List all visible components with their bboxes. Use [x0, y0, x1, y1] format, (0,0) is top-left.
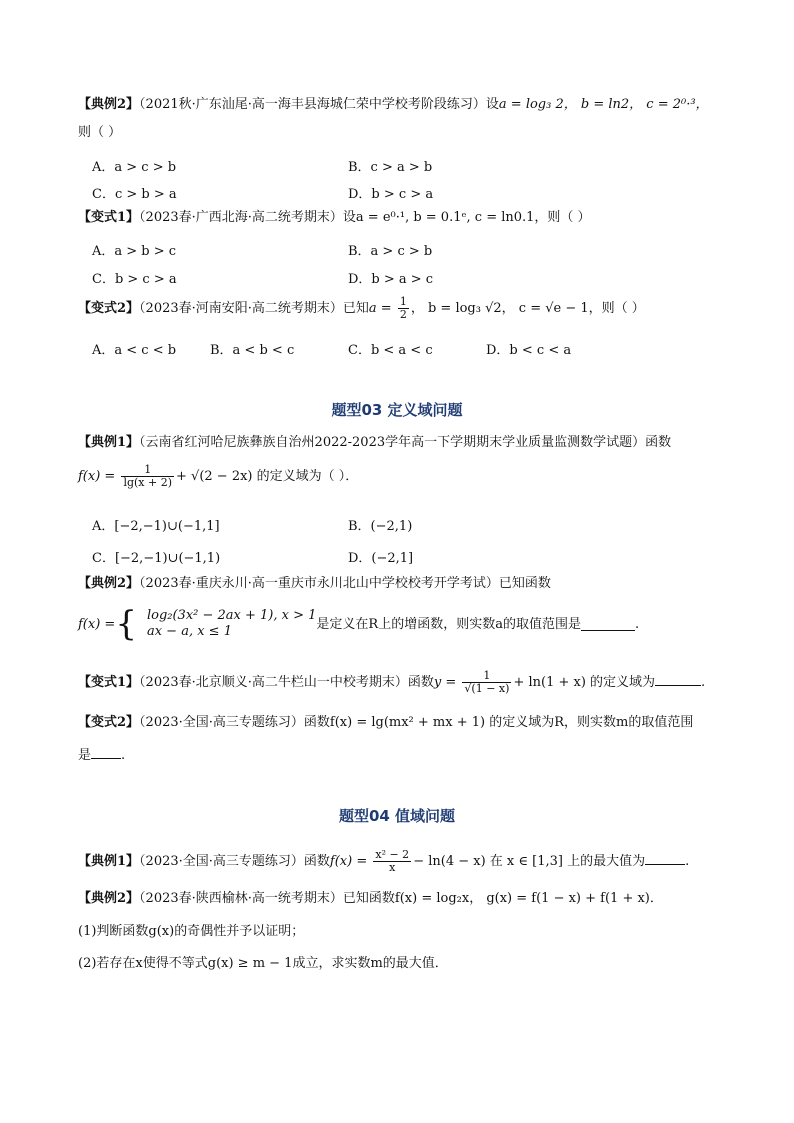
option-d: D．b > a > c [348, 272, 434, 287]
fraction [398, 296, 409, 321]
option-b: B．a > c > b [348, 244, 433, 259]
label-bianshi2: 【变式2】 [78, 301, 140, 317]
section-title-domain: 题型03 定义域问题 [331, 401, 463, 419]
answer-blank [655, 673, 701, 686]
denominator: x [373, 861, 411, 874]
expr: a = log₃ 2， b = ln2， c = 2⁰·³， [498, 97, 709, 112]
denominator: √(1 − x) [464, 682, 510, 696]
source: （2021秋·广东汕尾·高一海丰县海城仁荣中学校考阶段练习）设 [139, 97, 499, 112]
fraction [373, 849, 411, 874]
fx: y = [433, 675, 461, 691]
s2-q2 [78, 577, 718, 590]
piecewise [139, 608, 316, 640]
s2-q2-formula: f(x) = { log₂(3x² − 2ax + 1), x > 1 ax − a, x ≤ 1 是定义在R上的增函数，则实数a的取值范围是 . [78, 604, 640, 644]
fx: f(x) = [329, 854, 372, 870]
label-dianli2: 【典例2】 [78, 891, 140, 906]
fx: f(x) = [78, 616, 116, 632]
line2: 是 [78, 748, 92, 763]
tail: + √(2 − 2x) 的定义域为（ ）． [176, 469, 359, 485]
case-1: log₂(3x² − 2ax + 1), x > 1 [146, 608, 317, 623]
option-c: C．b > c > a [92, 272, 177, 287]
option-a: A．a > b > c [92, 244, 177, 259]
label-bianshi2: 【变式2】 [78, 715, 140, 730]
option-c: C．[−2,−1)∪(−1,1) [92, 551, 221, 566]
expr: a = e⁰·¹, b = 0.1ᵉ, c = ln0.1，则（ ） [355, 210, 591, 225]
fx: f(x) = [78, 469, 120, 485]
option-b: B．c > a > b [348, 160, 433, 175]
numerator: 1 [399, 295, 407, 308]
option-b: B．a < b < c [210, 343, 295, 358]
s3-q2 [78, 892, 718, 905]
tail: 是定义在R上的增函数，则实数a的取值范围是 [316, 616, 581, 632]
s1-q3 [78, 296, 718, 321]
answer-blank [645, 852, 685, 865]
source: （2023春·河南安阳·高二统考期末）已知 [139, 301, 369, 317]
case-2: ax − a, x ≤ 1 [146, 624, 232, 639]
s3-q1: 【典例1】（2023·全国·高三专题练习）函数f(x) = $\frac{\text{x² − 2}}{x}$ − ln(4 − x) 在 x ∈ [1,3] 上的最大值为 . [78, 848, 690, 875]
option-b: B．(−2,1) [348, 519, 413, 534]
s2-q1-formula [78, 464, 718, 489]
s2-q1 [78, 436, 718, 449]
section-title-range: 题型04 值域问题 [338, 807, 456, 825]
expr-b: ， b = log₃ √2， c = √e − 1，则（ ） [410, 301, 645, 317]
s2-q3: 【变式1】（2023春·北京顺义·高二牛栏山一中校考期末）函数y = $\frac{1}{√(1 - x)}$ + ln(1 + x) 的定义域为 . [78, 669, 706, 696]
answer-blank [91, 746, 121, 759]
option-d: D．b < c < a [486, 343, 572, 358]
label-bianshi1: 【变式1】 [78, 675, 140, 691]
expr-a: a = [368, 301, 396, 317]
fraction [462, 670, 511, 695]
option-c: C．b < a < c [348, 343, 433, 358]
label-bianshi1: 【变式1】 [78, 210, 140, 225]
expr: f(x) = lg(mx² + mx + 1) 的定义域为R，则实数m的取值范围 [329, 715, 694, 730]
tail: − ln(4 − x) 在 x ∈ [1,3] 上的最大值为 [413, 854, 646, 870]
expr: f(x) = log₂x， g(x) = f(1 − x) + f(1 + x)． [394, 891, 663, 906]
source: （2023春·重庆永川·高一重庆市永川北山中学校校考开学考试）已知函数 [139, 576, 551, 591]
option-a: A．[−2,−1)∪(−1,1] [92, 519, 220, 534]
label-dianli2: 【典例2】 [78, 576, 140, 591]
s3-q2-sub2: (2)若存在x使得不等式g(x) ≥ m − 1成立，求实数m的最大值． [78, 956, 448, 971]
option-a: A．a > c > b [92, 160, 177, 175]
source: （云南省红河哈尼族彝族自治州2022-2023学年高一下学期期末学业质量监测数学试题）函数 [139, 435, 672, 450]
source: （2023春·广西北海·高二统考期末）设 [139, 210, 356, 225]
s2-q4 [78, 716, 718, 729]
s2-q4-line2: 是 . [78, 748, 126, 763]
label-dianli1: 【典例1】 [78, 854, 140, 870]
numerator: x² − 2 [375, 848, 410, 861]
option-a: A．a < c < b [92, 343, 177, 358]
denominator: 2 [399, 308, 407, 322]
source: （2023春·陕西榆林·高一统考期末）已知函数 [139, 891, 395, 906]
option-d: D．(−2,1] [348, 551, 414, 566]
s3-q2-sub1: (1)判断函数g(x)的奇偶性并予以证明； [78, 924, 305, 939]
source: （2023·全国·高三专题练习）函数 [139, 854, 330, 870]
source: （2023·全国·高三专题练习）函数 [139, 715, 330, 730]
label-dianli1: 【典例1】 [78, 435, 140, 450]
denominator: lg(x + 2) [123, 476, 173, 490]
s1-q1 [78, 98, 718, 111]
numerator: 1 [483, 669, 491, 682]
tail: + ln(1 + x) 的定义域为 [513, 675, 656, 691]
numerator: 1 [144, 463, 152, 476]
option-c: C．c > b > a [92, 187, 177, 202]
fraction [121, 464, 174, 489]
label-dianli2: 【典例2】 [78, 97, 140, 112]
s1-q2 [78, 211, 718, 224]
option-d: D．b > c > a [348, 187, 434, 202]
s1-q1-line2: 则（ ） [78, 125, 122, 140]
source: （2023春·北京顺义·高二牛栏山一中校考期末）函数 [139, 675, 434, 691]
answer-blank [581, 618, 635, 631]
brace: { [115, 604, 137, 644]
